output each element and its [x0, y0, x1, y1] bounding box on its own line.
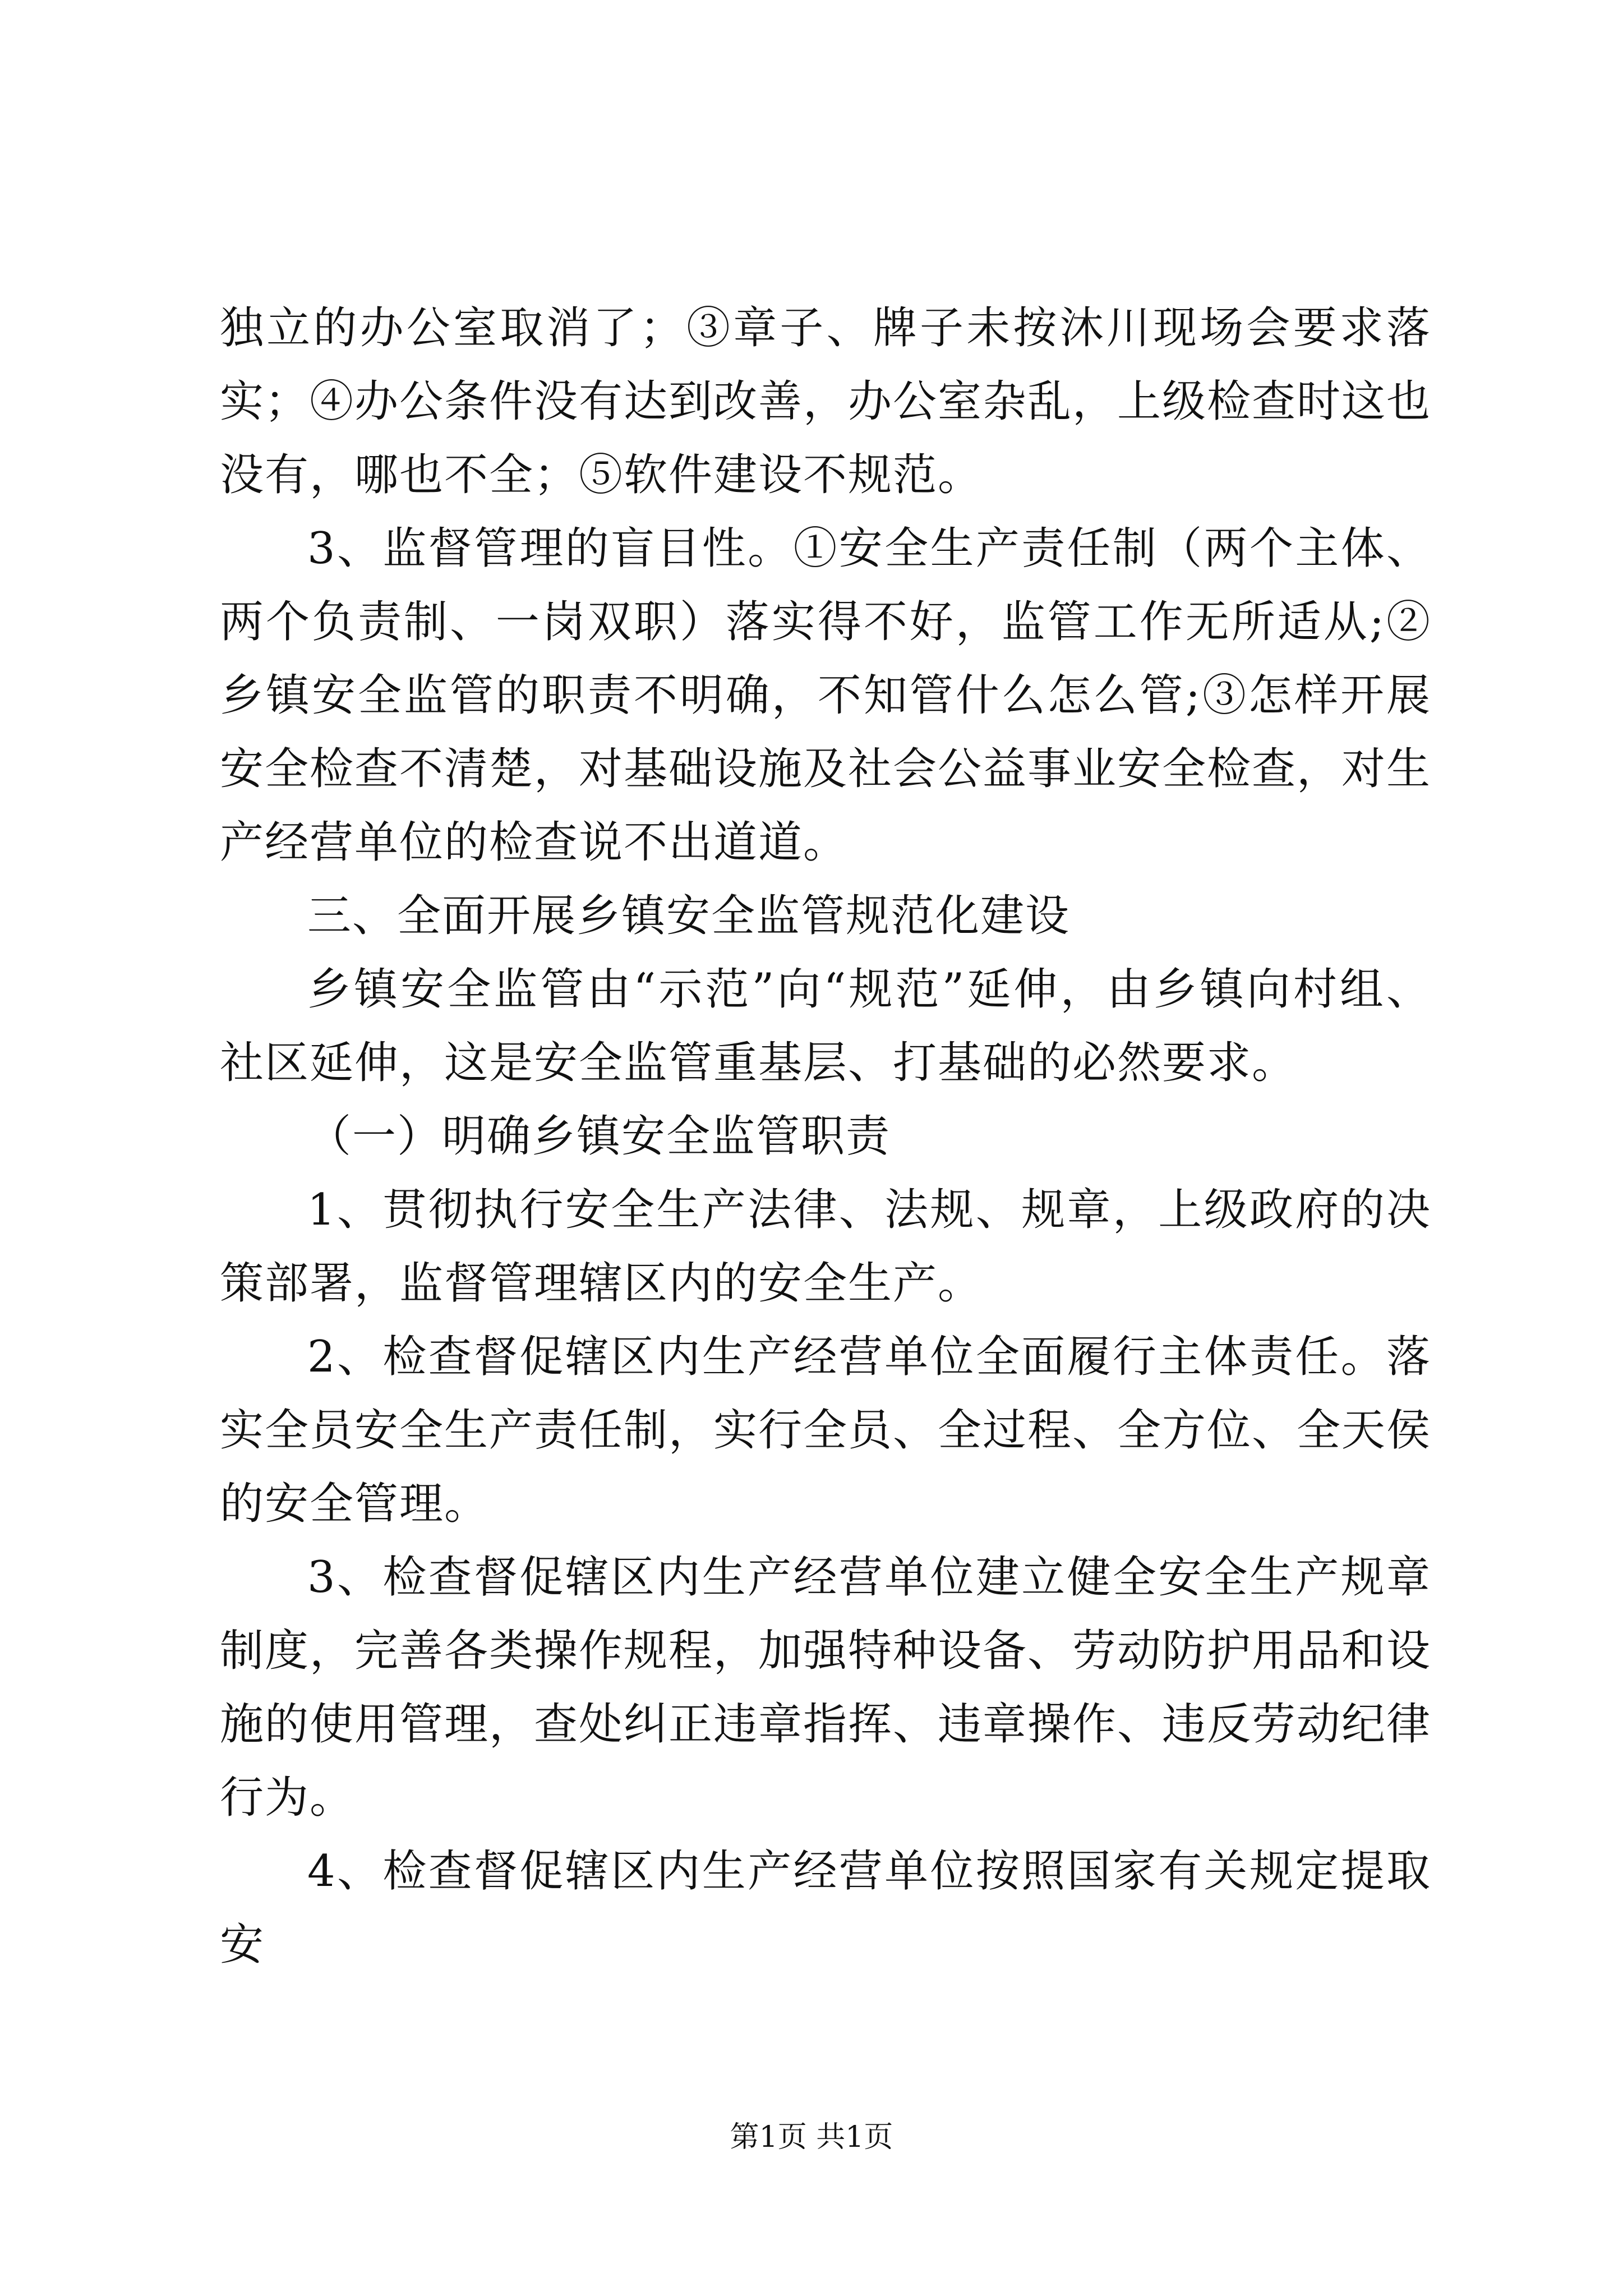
section-heading-3: 三、全面开展乡镇安全监管规范化建设 [307, 891, 1071, 941]
page-number-footer: 第1页 共1页 [730, 2120, 893, 2154]
paragraph-item-3: 3、监督管理的盲目性。①安全生产责任制（两个主体、两个负责制、一岗双职）落实得不好，监管工作无所适从;②乡镇安全监管的职责不明确，不知管什么怎么管;③怎样开展安全检查不清楚，对基础设施及社会公益事业安全检查，对生产经营单位的检查说不出道道。 [220, 523, 1432, 868]
document-body [220, 292, 1431, 1982]
subsection-heading-1: （一）明确乡镇安全监管职责 [307, 1111, 891, 1162]
paragraph-duty-4: 4、检查督促辖区内生产经营单位按照国家有关规定提取安 [220, 1846, 1431, 1970]
paragraph-duty-3: 3、检查督促辖区内生产经营单位建立健全安全生产规章制度，完善各类操作规程，加强特种设备、劳动防护用品和设施的使用管理，查处纠正违章指挥、违章操作、违反劳动纪律行为。 [220, 1552, 1432, 1823]
paragraph-duty-2: 2、检查督促辖区内生产经营单位全面履行主体责任。落实全员安全生产责任制，实行全员、全过程、全方位、全天侯的安全管理。 [220, 1332, 1432, 1529]
paragraph-duty-1: 1、贯彻执行安全生产法律、法规、规章，上级政府的决策部署，监督管理辖区内的安全生产。 [220, 1185, 1431, 1309]
paragraph-continuation: 独立的办公室取消了；③章子、牌子未按沐川现场会要求落实；④办公条件没有达到改善，办公室杂乱，上级检查时这也没有，哪也不全；⑤软件建设不规范。 [220, 303, 1432, 500]
paragraph-intro: 乡镇安全监管由“示范”向“规范”延伸，由乡镇向村组、社区延伸，这是安全监管重基层、打基础的必然要求。 [220, 964, 1431, 1088]
